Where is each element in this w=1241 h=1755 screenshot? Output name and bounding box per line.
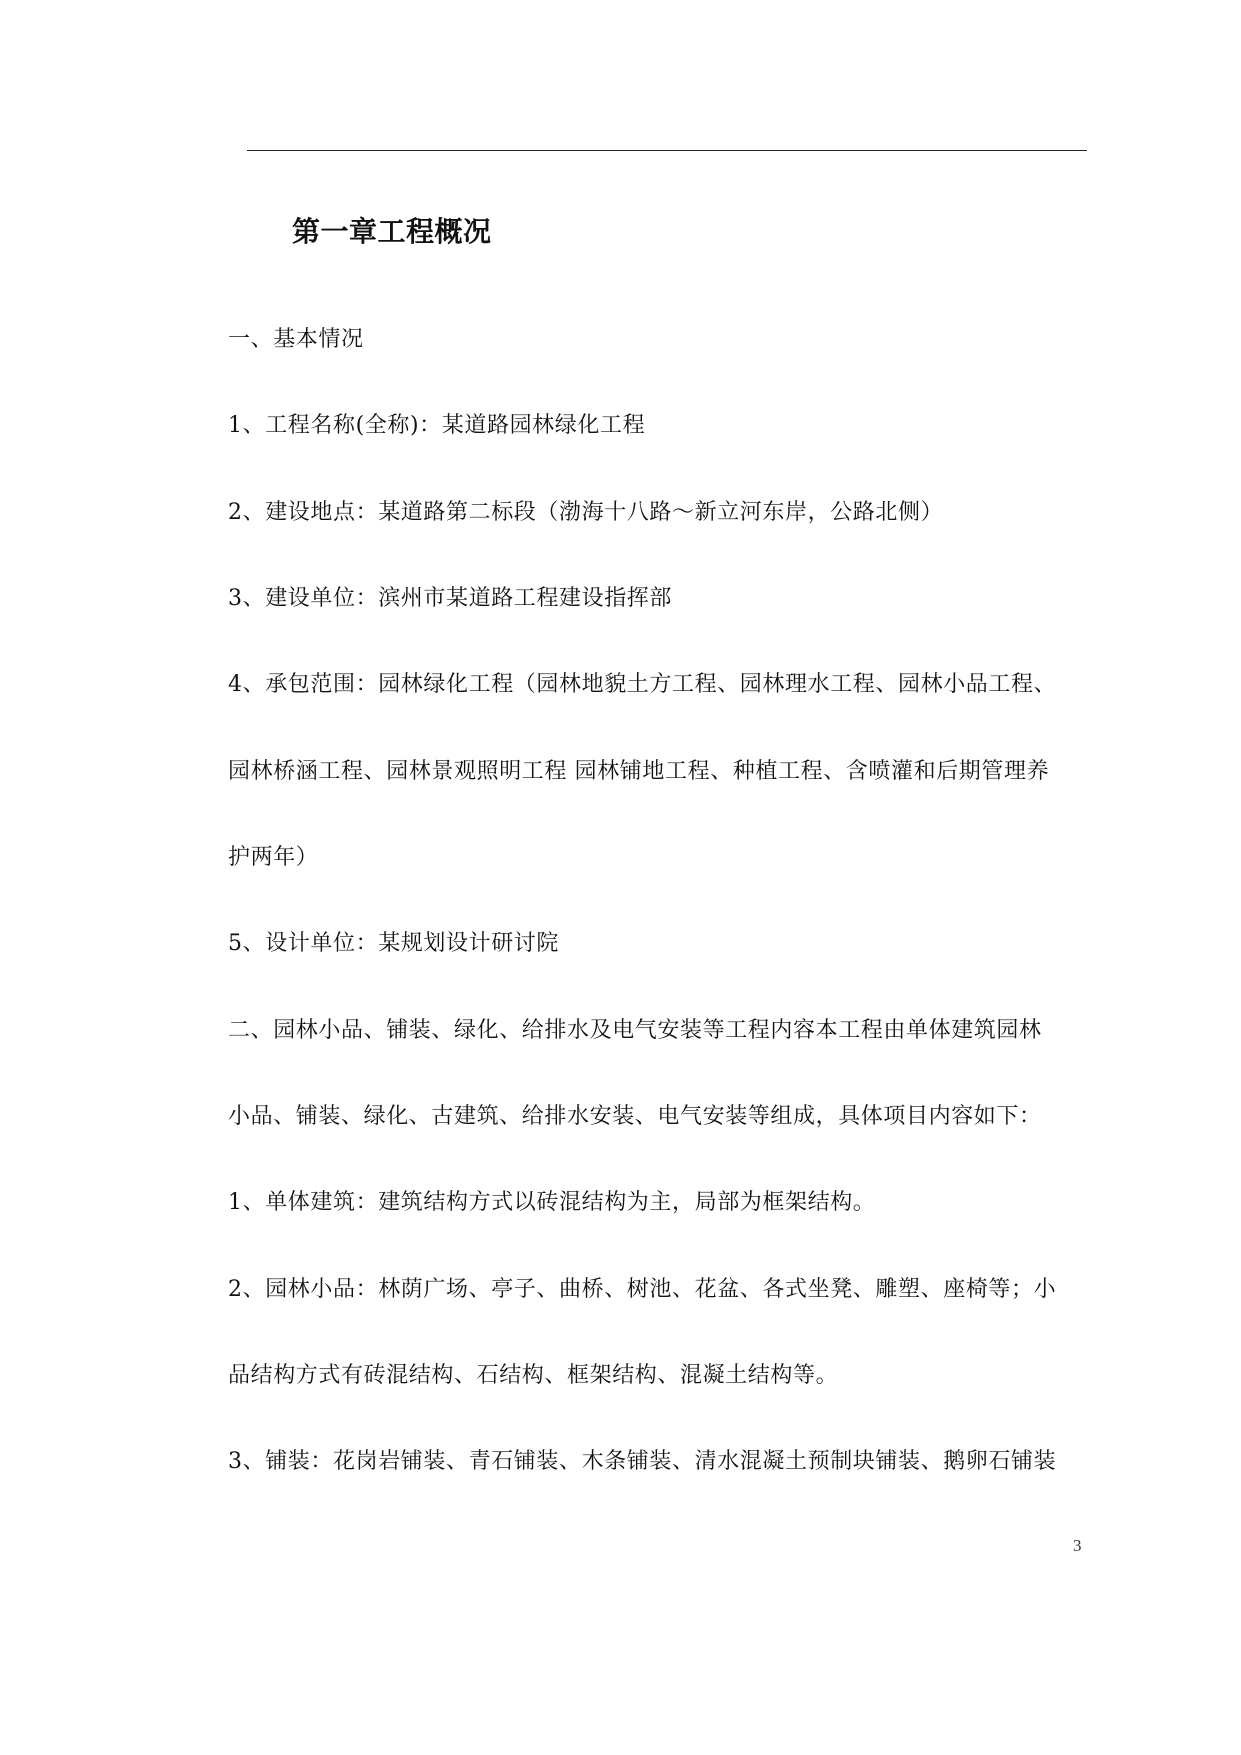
paragraph-construction-unit: 3、建设单位：滨州市某道路工程建设指挥部 <box>228 586 672 611</box>
page-number: 3 <box>1073 1536 1082 1555</box>
paragraph-construction-site: 2、建设地点：某道路第二标段（渤海十八路～新立河东岸，公路北侧） <box>228 500 944 525</box>
paragraph-garden-features-line2: 品结构方式有砖混结构、石结构、框架结构、混凝土结构等。 <box>228 1363 839 1388</box>
section-heading-basic-info: 一、基本情况 <box>228 327 364 352</box>
header-rule <box>247 150 1087 151</box>
paragraph-garden-features-line1: 2、园林小品：林荫广场、亭子、曲桥、树池、花盆、各式坐凳、雕塑、座椅等；小 <box>228 1277 1057 1302</box>
paragraph-contract-scope-line2: 园林桥涵工程、园林景观照明工程 园林铺地工程、种植工程、含喷灌和后期管理养 <box>228 759 1050 784</box>
section-heading-works-content-line1: 二、园林小品、铺装、绿化、给排水及电气安装等工程内容本工程由单体建筑园林 <box>228 1018 1042 1043</box>
paragraph-paving: 3、铺装：花岗岩铺装、青石铺装、木条铺装、清水混凝土预制块铺装、鹅卵石铺装 <box>228 1449 1057 1474</box>
section-heading-works-content-line2: 小品、铺装、绿化、古建筑、给排水安装、电气安装等组成，具体项目内容如下： <box>228 1104 1042 1129</box>
paragraph-single-building: 1、单体建筑：建筑结构方式以砖混结构为主，局部为框架结构。 <box>228 1190 876 1215</box>
paragraph-contract-scope-line1: 4、承包范围：园林绿化工程（园林地貌土方工程、园林理水工程、园林小品工程、 <box>228 672 1057 697</box>
paragraph-design-unit: 5、设计单位：某规划设计研讨院 <box>228 931 559 956</box>
paragraph-project-name: 1、工程名称(全称)：某道路园林绿化工程 <box>228 413 646 438</box>
chapter-title: 第一章工程概况 <box>292 215 492 248</box>
paragraph-contract-scope-line3: 护两年） <box>228 845 319 870</box>
